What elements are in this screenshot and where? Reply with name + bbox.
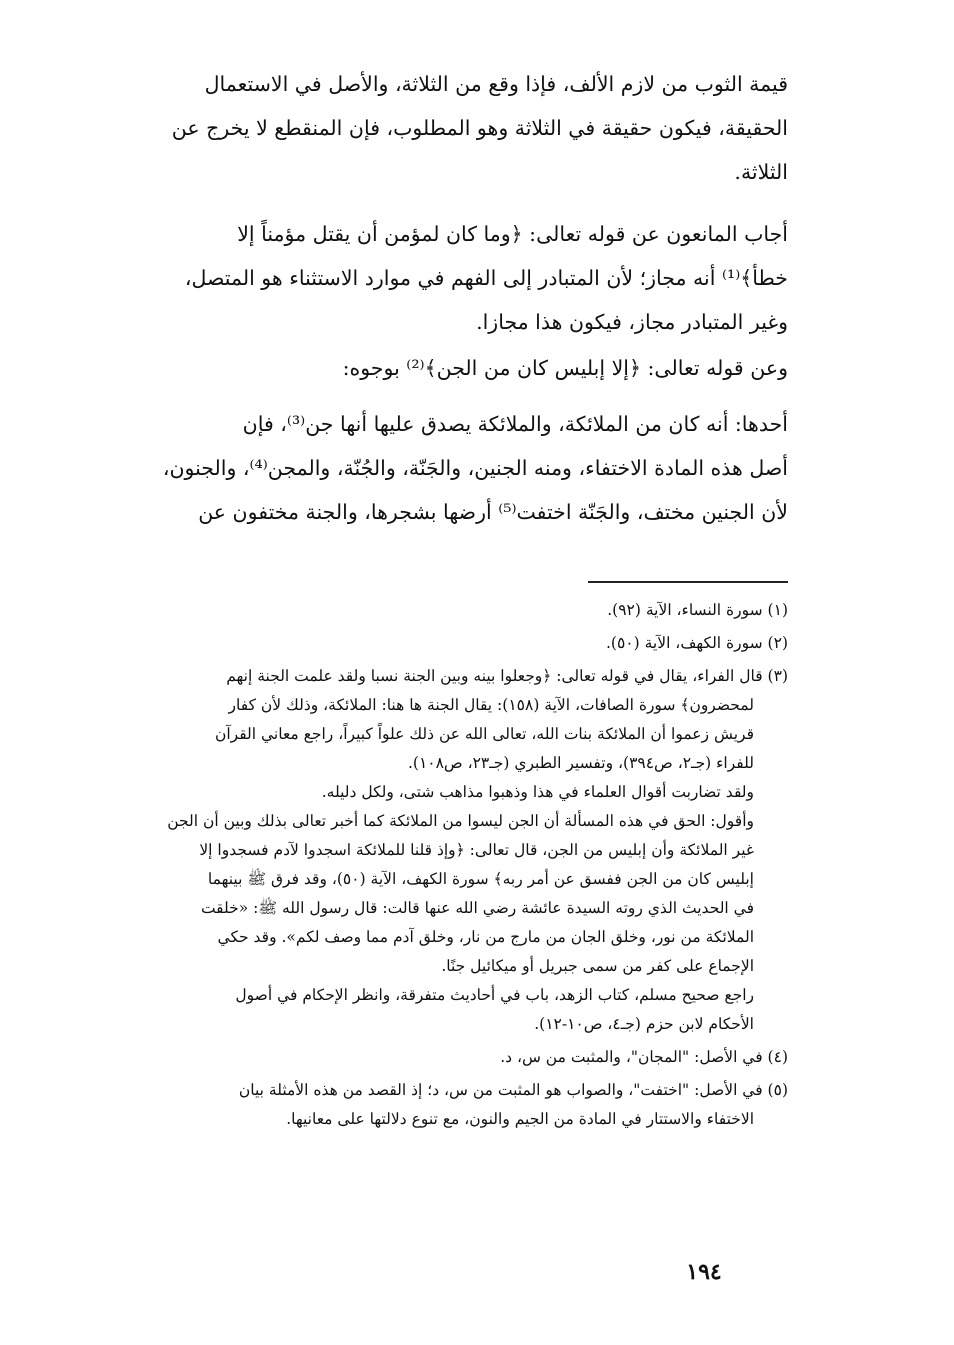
footnote-line: وأقول: الحق في هذه المسألة أن الجن ليسوا من الملائكة كما أخبر تعالى بذلك وبين أن الجن	[167, 812, 754, 830]
footnote-line: للفراء (جـ٢، ص٣٩٤)، وتفسير الطبري (جـ٢٣، ص١٠٨).	[407, 754, 754, 772]
text-line: قيمة الثوب من لازم الألف، فإذا وقع من الثلاثة، والأصل في الاستعمال	[204, 72, 788, 96]
footnote-line: الاختفاء والاستتار في المادة من الجيم والنون، مع تنوع دلالتها على معانيها.	[286, 1110, 754, 1128]
footnote-line: في الحديث الذي روته السيدة عائشة رضي الله عنها قالت: قال رسول الله ﷺ: «خلقت	[200, 899, 754, 917]
text-line: أصل هذه المادة الاختفاء، ومنه الجنين، والجَنّة، والجُنّة، والمجن⁽⁴⁾، والجنون،	[162, 456, 788, 480]
text-line: خطأ﴾⁽¹⁾ أنه مجاز؛ لأن المتبادر إلى الفهم في موارد الاستثناء هو المتصل،	[184, 266, 788, 290]
footnote-line: راجع صحيح مسلم، كتاب الزهد، باب في أحاديث متفرقة، وانظر الإحكام في أصول	[235, 986, 754, 1004]
text-line: الثلاثة.	[734, 160, 788, 184]
text-line: لأن الجنين مختف، والجَنّة اختفت⁽⁵⁾ أرضها بشجرها، والجنة مختفون عن	[198, 500, 788, 524]
footnote-line: (١) سورة النساء، الآية (٩٢).	[607, 601, 788, 619]
footnote-line: إبليس كان من الجن ففسق عن أمر ربه﴾ سورة الكهف، الآية (٥٠)، وقد فرق ﷺ بينهما	[207, 870, 754, 888]
text-line: أحدها: أنه كان من الملائكة، والملائكة يصدق عليها أنها جن⁽³⁾، فإن	[242, 412, 788, 436]
paragraph-4	[76, 402, 788, 534]
text-line: أجاب المانعون عن قوله تعالى: ﴿وما كان لمؤمن أن يقتل مؤمناً إلا	[237, 222, 788, 246]
footnote-2	[66, 629, 788, 658]
footnote-line: لمحضرون﴾ سورة الصافات، الآية (١٥٨): يقال الجنة ها هنا: الملائكة، وذلك لأن كفار	[228, 696, 754, 714]
footnote-line: الإجماع على كفر من سمى جبريل أو ميكائيل جنًا.	[441, 957, 754, 975]
paragraph-3	[198, 346, 788, 390]
text-line: وغير المتبادر مجاز، فيكون هذا مجازا.	[476, 310, 788, 334]
footnote-1	[66, 596, 788, 625]
paragraph-1	[76, 62, 788, 194]
footnotes	[66, 596, 788, 1138]
footnote-line: غير الملائكة وأن إبليس من الجن، قال تعالى: ﴿وإذ قلنا للملائكة اسجدوا لآدم فسجدوا إلا	[199, 841, 754, 859]
footnote-line: ولقد تضاربت أقوال العلماء في هذا وذهبوا مذاهب شتى، ولكل دليله.	[321, 783, 754, 801]
footnote-3	[66, 662, 788, 1039]
text-line: وعن قوله تعالى: ﴿إلا إبليس كان من الجن﴾⁽²⁾ بوجوه:	[342, 356, 788, 380]
footnote-separator	[588, 581, 788, 583]
footnote-line: قريش زعموا أن الملائكة بنات الله، تعالى الله عن ذلك علواً كبيراً، راجع معاني القرآن	[214, 725, 754, 743]
footnote-5	[66, 1076, 788, 1134]
footnote-line: (٢) سورة الكهف، الآية (٥٠).	[606, 634, 788, 652]
footnote-line: (٣) قال الفراء، يقال في قوله تعالى: ﴿وجعلوا بينه وبين الجنة نسبا ولقد علمت الجنة إنهم	[226, 667, 788, 685]
footnote-line: (٥) في الأصل: "اختفت"، والصواب هو المثبت من س، د؛ إذ القصد من هذه الأمثلة بيان	[238, 1081, 788, 1099]
footnote-line: الملائكة من نور، وخلق الجان من مارج من نار، وخلق آدم مما وصف لكم». وقد حكي	[217, 928, 754, 946]
text-line: الحقيقة، فيكون حقيقة في الثلاثة وهو المطلوب، فإن المنقطع لا يخرج عن	[171, 116, 788, 140]
paragraph-2	[76, 212, 788, 344]
footnote-line: الأحكام لابن حزم (جـ٤، ص١٠-١٢).	[534, 1015, 754, 1033]
footnote-4	[66, 1043, 788, 1072]
footnote-line: (٤) في الأصل: "المجان"، والمثبت من س، د.	[500, 1048, 788, 1066]
page-number: ١٩٤	[686, 1259, 722, 1285]
